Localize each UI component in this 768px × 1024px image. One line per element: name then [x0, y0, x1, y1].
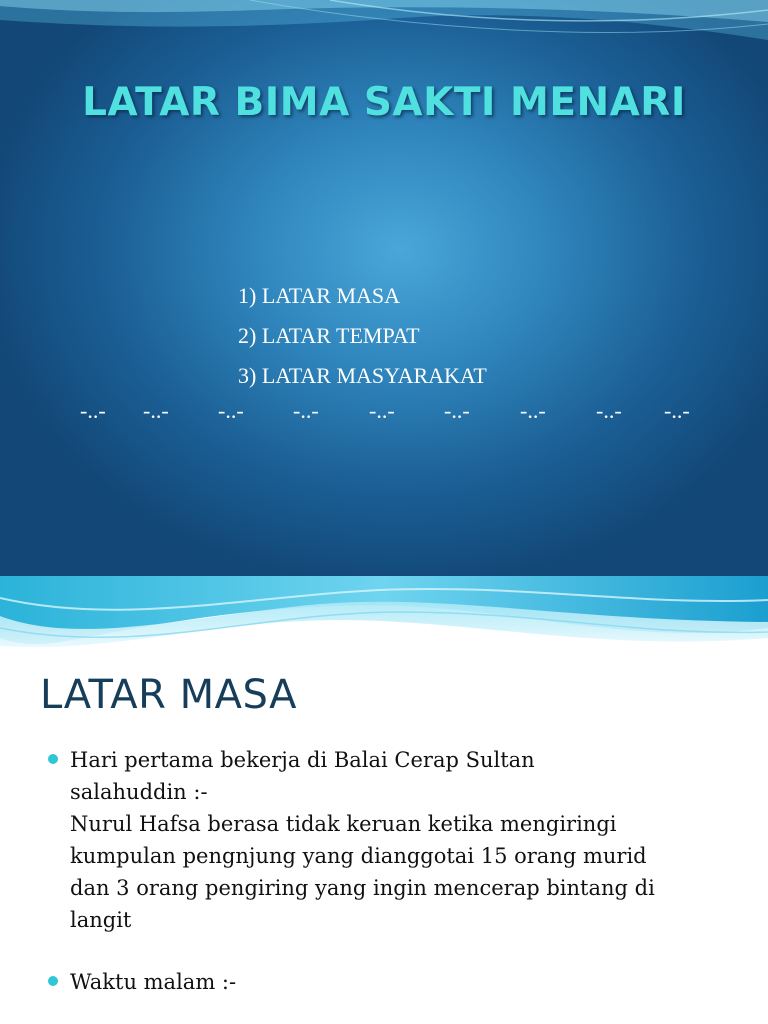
- topic-list: [238, 276, 487, 396]
- separator-mark: -..-: [664, 398, 690, 423]
- separator-mark: -..-: [218, 398, 244, 423]
- content-slide: [0, 576, 768, 1024]
- separator-mark: -..-: [143, 398, 169, 423]
- bullet-line: dan 3 orang pengiring yang ingin mencerap bintang di: [70, 876, 655, 900]
- separator-mark: -..-: [596, 398, 622, 423]
- header-wave-decoration: [0, 576, 768, 666]
- bullet-dot-icon: [48, 976, 58, 986]
- topic-item-latar-masa: 1) LATAR MASA: [238, 283, 401, 308]
- bullet-line: Hari pertama bekerja di Balai Cerap Sultan: [70, 748, 535, 772]
- bullet-line: kumpulan pengnjung yang dianggotai 15 orang murid: [70, 844, 647, 868]
- slide-title: LATAR BIMA SAKTI MENARI: [82, 80, 686, 125]
- separator-mark: -..-: [520, 398, 546, 423]
- separator-mark: -..-: [444, 398, 470, 423]
- bullet-line: langit: [70, 908, 132, 932]
- bullet-list: [48, 744, 748, 998]
- bullet-line: salahuddin :-: [70, 780, 208, 804]
- bullet-line: Nurul Hafsa berasa tidak keruan ketika mengiringi: [70, 812, 617, 836]
- topic-item-latar-tempat: 2) LATAR TEMPAT: [238, 323, 420, 348]
- bullet-item-first-day: [48, 744, 748, 936]
- bullet-item-night: [48, 966, 748, 998]
- section-heading: LATAR MASA: [40, 672, 298, 718]
- bullet-line: Waktu malam :-: [70, 970, 237, 994]
- separator-mark: -..-: [80, 398, 106, 423]
- separator-mark: -..-: [369, 398, 395, 423]
- topic-item-latar-masyarakat: 3) LATAR MASYARAKAT: [238, 363, 487, 388]
- bullet-dot-icon: [48, 754, 58, 764]
- separator-mark: -..-: [293, 398, 319, 423]
- separator-row: [0, 398, 768, 428]
